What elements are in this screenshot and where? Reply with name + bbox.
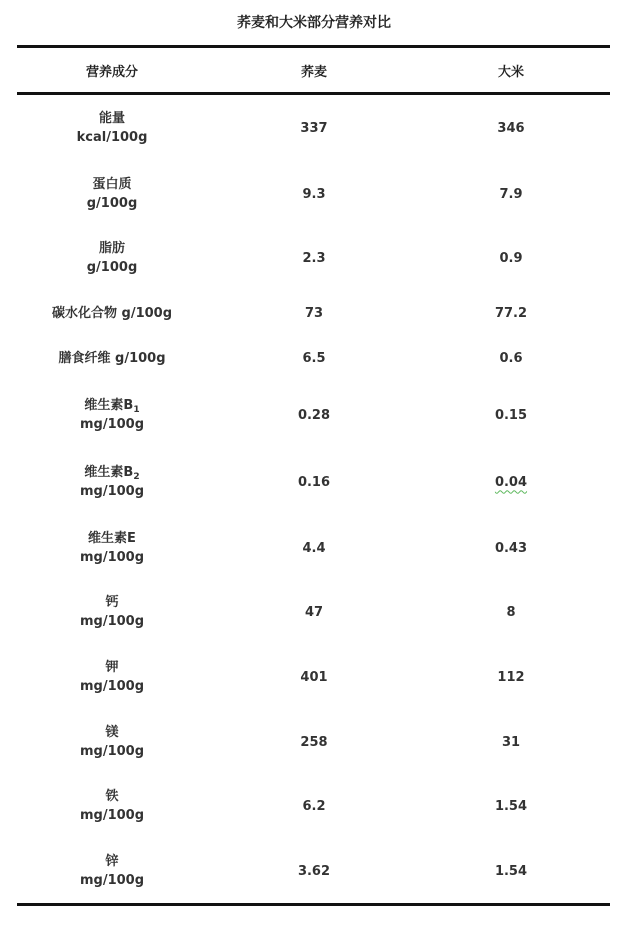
nutrient-name: 碳水化合物 (51, 305, 117, 321)
buckwheat-value: 6.5 (302, 350, 326, 366)
header-nutrient: 营养成分 (85, 64, 138, 80)
buckwheat-value: 2.3 (302, 250, 326, 266)
nutrient-cell (17, 851, 207, 891)
header-rule (17, 92, 610, 95)
rice-value: 77.2 (494, 305, 528, 321)
table-row (0, 462, 640, 502)
rice-value: 0.9 (499, 250, 523, 266)
rice-value: 7.9 (499, 186, 523, 202)
nutrient-unit: mg/100g (79, 484, 145, 499)
nutrient-cell (17, 786, 207, 826)
nutrient-unit: g/100g (121, 305, 173, 321)
nutrient-cell (17, 347, 207, 369)
nutrient-cell (17, 722, 207, 762)
nutrient-cell (17, 395, 207, 435)
table-row (0, 238, 640, 278)
nutrient-name: 膳食纤维 (58, 350, 111, 366)
table-title: 荞麦和大米部分营养对比 (237, 15, 391, 31)
nutrient-name: 钙 (105, 595, 119, 610)
nutrient-unit: mg/100g (79, 873, 145, 888)
nutrient-cell (17, 528, 207, 568)
nutrient-cell (17, 657, 207, 697)
bottom-rule (17, 903, 610, 906)
nutrient-cell (17, 462, 207, 502)
table-row (0, 395, 640, 435)
rice-value: 0.6 (499, 350, 523, 366)
nutrient-label (52, 304, 172, 323)
table-row (0, 528, 640, 568)
nutrient-name: 能量 (98, 111, 125, 126)
buckwheat-value: 47 (304, 604, 324, 620)
nutrient-unit: kcal/100g (76, 130, 148, 145)
table-row (0, 108, 640, 148)
nutrient-name: 钾 (105, 660, 119, 675)
table-row (0, 722, 640, 762)
table-row (0, 302, 640, 324)
buckwheat-value: 3.62 (297, 863, 331, 879)
rice-value: 346 (497, 120, 525, 136)
nutrient-name: 镁 (105, 725, 119, 740)
table-row (0, 592, 640, 632)
nutrient-subscript: 2 (133, 472, 140, 482)
rice-value: 0.15 (494, 407, 528, 423)
header-buckwheat: 荞麦 (300, 64, 327, 80)
nutrient-unit: mg/100g (79, 808, 145, 823)
nutrient-unit: mg/100g (79, 614, 145, 629)
buckwheat-value: 337 (300, 120, 328, 136)
buckwheat-value: 6.2 (302, 798, 326, 814)
nutrient-cell (17, 174, 207, 214)
rice-value: 112 (497, 669, 525, 685)
nutrient-unit: mg/100g (79, 744, 145, 759)
nutrient-cell (17, 302, 207, 324)
nutrient-name (84, 396, 139, 415)
table-row (0, 174, 640, 214)
table-row (0, 786, 640, 826)
buckwheat-value: 0.16 (297, 474, 331, 490)
rice-value: 1.54 (494, 798, 528, 814)
nutrient-name: 脂肪 (98, 241, 125, 256)
nutrient-name: 铁 (105, 789, 119, 804)
nutrient-name: 蛋白质 (92, 177, 132, 192)
spellcheck-underline: 0.04 (494, 474, 528, 490)
buckwheat-value: 73 (304, 305, 324, 321)
nutrient-unit: g/100g (115, 350, 166, 366)
table-row (0, 851, 640, 891)
table-row (0, 347, 640, 369)
nutrient-unit: g/100g (86, 196, 138, 211)
rice-value: 31 (501, 734, 521, 750)
rice-value: 1.54 (494, 863, 528, 879)
nutrient-cell (17, 238, 207, 278)
nutrient-cell (17, 592, 207, 632)
nutrient-unit: mg/100g (79, 417, 145, 432)
nutrient-name: 维生素E (88, 531, 136, 546)
header-rice: 大米 (497, 64, 524, 80)
buckwheat-value: 258 (300, 734, 328, 750)
table-row (0, 657, 640, 697)
nutrient-unit: mg/100g (79, 679, 145, 694)
table-header (17, 48, 610, 92)
buckwheat-value: 4.4 (302, 540, 326, 556)
nutrient-cell (17, 108, 207, 148)
nutrient-subscript: 1 (133, 405, 140, 415)
nutrient-name (84, 463, 139, 482)
nutrient-name: 锌 (105, 854, 119, 869)
rice-value: 0.43 (494, 540, 528, 556)
rice-value (412, 462, 610, 502)
nutrient-name-text: 维生素B (84, 465, 134, 480)
buckwheat-value: 0.28 (297, 407, 331, 423)
buckwheat-value: 401 (300, 669, 328, 685)
nutrient-label (58, 349, 165, 368)
rice-value: 8 (506, 604, 516, 620)
nutrient-name-text: 维生素B (84, 398, 134, 413)
nutrient-unit: mg/100g (79, 550, 145, 565)
nutrient-unit: g/100g (86, 260, 138, 275)
buckwheat-value: 9.3 (302, 186, 326, 202)
